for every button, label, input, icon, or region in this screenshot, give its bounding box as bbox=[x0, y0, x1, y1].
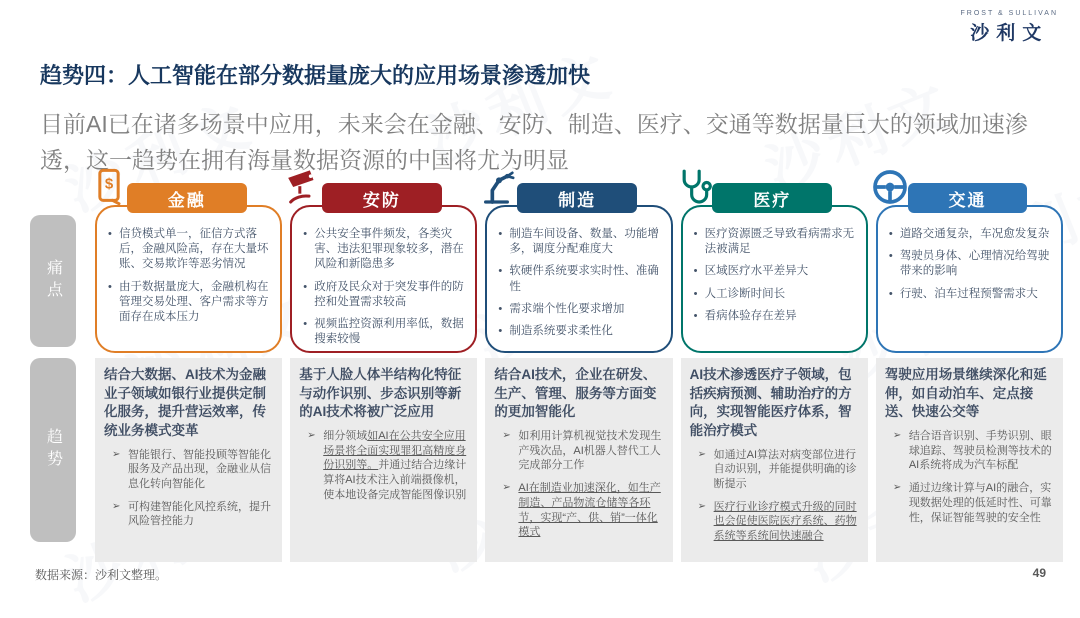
trend-column-security bbox=[290, 358, 477, 562]
trend-item: ➢ 如通过AI算法对病变部位进行自动识别，并能提供明确的诊断提示 bbox=[714, 448, 859, 492]
trend-column-medical bbox=[681, 358, 868, 562]
trend-list bbox=[494, 429, 663, 540]
logo-top-text: FROST & SULLIVAN bbox=[960, 10, 1058, 17]
trend-headline: 驾驶应用场景继续深化和延伸，如自动泊车、定点接送、快速公交等 bbox=[884, 367, 1047, 420]
trend-list bbox=[299, 429, 468, 503]
trend-list bbox=[885, 429, 1054, 525]
svg-text:$: $ bbox=[104, 175, 114, 193]
source-note: 数据来源：沙利文整理。 bbox=[35, 568, 168, 582]
pain-point-item: • 看病体验存在差异 bbox=[705, 309, 857, 324]
pain-points-box bbox=[681, 205, 868, 353]
pain-point-item: • 医疗资源匮乏导致看病需求无法被满足 bbox=[705, 227, 857, 257]
trend-list bbox=[104, 448, 273, 530]
trend-headline: AI技术渗透医疗子领域，包括疾病预测、辅助治疗的方向，实现智能医疗体系，智能治疗模式 bbox=[689, 367, 852, 438]
trend-column-finance bbox=[95, 358, 282, 562]
trend-column-transportation bbox=[876, 358, 1063, 562]
pain-points-list bbox=[689, 227, 857, 324]
trend-item: ➢ 可构建智能化风控系统，提升风险管控能力 bbox=[128, 500, 273, 529]
trend-column-manufacturing bbox=[485, 358, 672, 562]
trend-item: ➢ 智能银行、智能投顾等智能化服务及产品出现，金融业从信息化转向智能化 bbox=[128, 448, 273, 492]
pain-column-finance bbox=[95, 175, 282, 353]
trend-item: ➢ 如利用计算机视觉技术发现生产残次品，AI机器人替代工人完成部分工作 bbox=[518, 429, 663, 473]
pain-point-item: • 驾驶员身体、心理情况给驾驶带来的影响 bbox=[900, 249, 1052, 279]
pain-point-item: • 软硬件系统要求实时性、准确性 bbox=[509, 264, 661, 294]
trend-headline: 结合AI技术，企业在研发、生产、管理、服务等方面变的更加智能化 bbox=[494, 367, 657, 420]
pain-point-item: • 制造车间设备、数量、功能增多，调度分配难度大 bbox=[509, 227, 661, 257]
category-label: 制造 bbox=[558, 190, 597, 210]
trend-list bbox=[690, 448, 859, 544]
pain-point-item: • 道路交通复杂，车况愈发复杂 bbox=[900, 227, 1052, 242]
pain-points-list bbox=[103, 227, 271, 325]
pain-points-box bbox=[485, 205, 672, 353]
trend-item: ➢ 细分领域如AI在公共安全应用场景将全面实现罪犯高精度身份识别等。并通过结合边缘计算将AI技术注入前端摄像机，使本地设备完成智能图像识别 bbox=[323, 429, 468, 503]
page-subtitle: 目前AI已在诸多场景中应用，未来会在金融、安防、制造、医疗、交通等数据量巨大的领域加速渗透，这一趋势在拥有海量数据资源的中国将尤为明显 bbox=[40, 111, 1028, 173]
stethoscope-icon bbox=[675, 167, 715, 207]
row-label-trends: 趋势 bbox=[30, 358, 76, 542]
pain-point-item: • 视频监控资源利用率低，数据搜索较慢 bbox=[314, 317, 466, 347]
pain-point-item: • 需求端个性化要求增加 bbox=[509, 302, 661, 317]
logo-name: 沙利文 bbox=[970, 23, 1049, 44]
category-header-pill bbox=[712, 183, 832, 213]
category-label: 金融 bbox=[167, 190, 206, 210]
pain-points-list bbox=[493, 227, 661, 339]
category-label: 医疗 bbox=[753, 190, 792, 210]
pain-column-transportation bbox=[876, 190, 1063, 353]
frost-sullivan-logo bbox=[961, 10, 1058, 45]
pain-points-box bbox=[290, 205, 477, 353]
page-number: 49 bbox=[1032, 566, 1046, 580]
pain-point-item: • 政府及民众对于突发事件的防控和处置需求较高 bbox=[314, 280, 466, 310]
pain-column-security bbox=[290, 190, 477, 353]
row-label-pain-points: 痛点 bbox=[30, 215, 76, 347]
pain-column-medical bbox=[681, 190, 868, 353]
category-header-pill bbox=[908, 183, 1028, 213]
pain-point-item: • 信贷模式单一，征信方式落后，金融风险高，存在大量坏账、交易欺诈等恶劣情况 bbox=[119, 227, 271, 273]
category-header-pill bbox=[127, 183, 247, 213]
pain-points-box bbox=[95, 205, 282, 353]
pain-point-item: • 人工诊断时间长 bbox=[705, 287, 857, 302]
steering-wheel-icon bbox=[870, 167, 910, 207]
trend-item: ➢ 结合语音识别、手势识别、眼球追踪、驾驶员检测等技术的AI系统将成为汽车标配 bbox=[909, 429, 1054, 473]
cctv-camera-icon bbox=[284, 167, 324, 207]
trend-headline: 基于人脸人体半结构化特征与动作识别、步态识别等新的AI技术将被广泛应用 bbox=[299, 367, 462, 420]
pain-point-item: • 由于数据量庞大，金融机构在管理交易处理、客户需求等方面存在成本压力 bbox=[119, 280, 271, 326]
pain-points-list bbox=[298, 227, 466, 347]
pain-points-row bbox=[95, 175, 1063, 353]
pain-points-box bbox=[876, 205, 1063, 353]
pain-point-item: • 制造系统要求柔性化 bbox=[509, 324, 661, 339]
page-title: 趋势四：人工智能在部分数据量庞大的应用场景渗透加快 bbox=[40, 62, 591, 88]
trend-item: ➢ AI在制造业加速深化，如生产制造、产品物流仓储等各环节，实现“产、供、销”一体化模式 bbox=[518, 481, 663, 540]
robot-arm-icon bbox=[479, 167, 519, 207]
pain-point-item: • 区域医疗水平差异大 bbox=[705, 264, 857, 279]
trend-item: ➢ 通过边缘计算与AI的融合，实现数据处理的低延时性、可靠性，保证智能驾驶的安全性 bbox=[909, 481, 1054, 525]
trend-headline: 结合大数据、AI技术为金融业子领域如银行业提供定制化服务，提升营运效率，传统业务模式变革 bbox=[104, 367, 266, 438]
category-header-pill bbox=[517, 183, 637, 213]
trend-item: ➢ 医疗行业诊疗模式升级的同时也会促使医院医疗系统、药物系统等系统间快速融合 bbox=[714, 500, 859, 544]
category-header-pill bbox=[322, 183, 442, 213]
pain-points-list bbox=[884, 227, 1052, 302]
pain-column-manufacturing bbox=[485, 190, 672, 353]
mobile-payment-icon bbox=[89, 167, 129, 207]
pain-point-item: • 行驶、泊车过程预警需求大 bbox=[900, 287, 1052, 302]
category-label: 交通 bbox=[948, 190, 987, 210]
pain-point-item: • 公共安全事件频发，各类灾害、违法犯罪现象较多，潜在风险和新隐患多 bbox=[314, 227, 466, 273]
trends-row bbox=[95, 358, 1063, 562]
category-label: 安防 bbox=[362, 190, 401, 210]
